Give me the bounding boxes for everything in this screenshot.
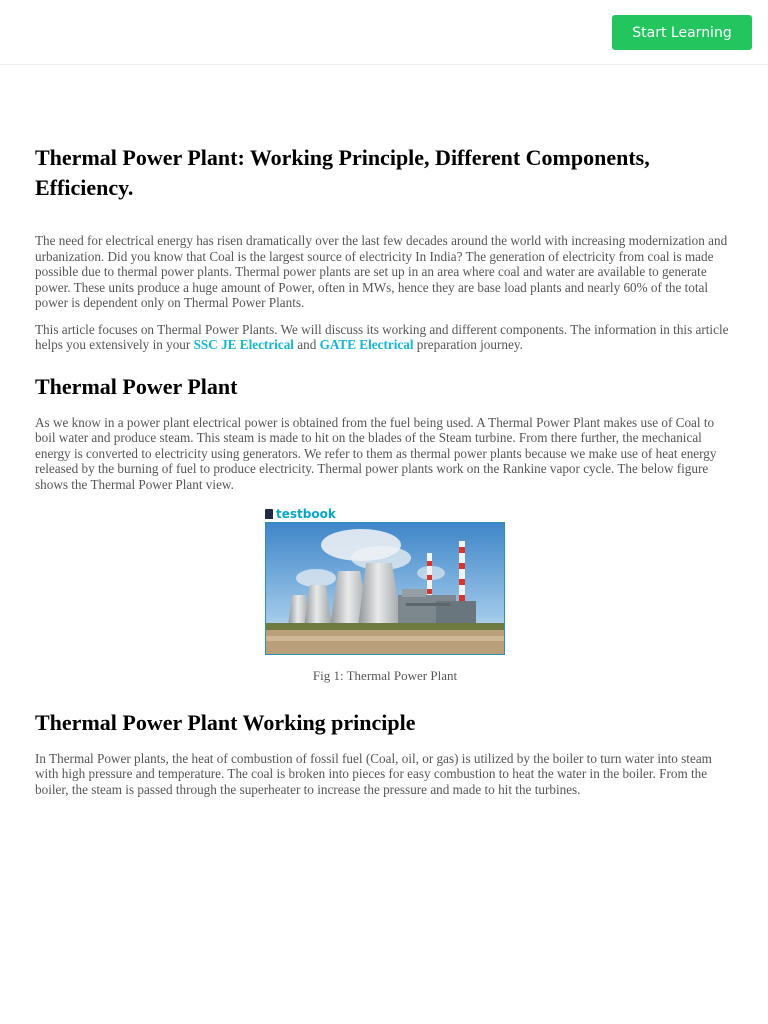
figure-caption: Fig 1: Thermal Power Plant — [312, 668, 458, 683]
focus-paragraph — [35, 322, 735, 353]
ssc-je-electrical-link[interactable]: SSC JE Electrical — [193, 337, 294, 352]
article — [35, 143, 735, 797]
testbook-logo-icon — [265, 509, 273, 519]
thermal-power-plant-image — [265, 522, 505, 655]
section-heading-working-principle: Thermal Power Plant Working principle — [35, 709, 416, 735]
top-bar — [0, 0, 768, 65]
section2-paragraph: In Thermal Power plants, the heat of combustion of fossil fuel (Coal, oil, or gas) is utilized by the boiler to turn water into steam with high pressure and temperature. The coal is broken into pieces for easy combustion to heat the water in the boiler. From the boiler, the steam is passed through the superheater to increase the pressure and made to hit the turbines. — [35, 750, 712, 797]
gate-electrical-link[interactable]: GATE Electrical — [319, 337, 414, 352]
intro-paragraph: The need for electrical energy has risen dramatically over the last few decades around the world with increasing modernization and urbanization. Did you know that Coal is the largest source of electricity In India? The generation of electricity from coal is made possible due to thermal power plants. Thermal power plants are set up in an area where coal and water are available to generate power. These units produce a huge amount of Power, often in MWs, hence they are base load plants and nearly 60% of the total power is dependent only on Thermal Power Plants. — [35, 233, 728, 310]
focus-text-end: preparation journey. — [413, 337, 523, 352]
start-learning-button[interactable]: Start Learning — [612, 15, 752, 50]
focus-text-start: This article focuses on Thermal Power Plants. We will discuss its working and different components. The information in this article helps you extensively in your — [35, 321, 729, 352]
testbook-logo — [265, 506, 505, 522]
section1-paragraph: As we know in a power plant electrical power is obtained from the fuel being used. A Thermal Power Plant makes use of Coal to boil water and produce steam. This steam is made to hit on the blades of the Steam turbine. From there further, the mechanical energy is converted to electricity using generators. We refer to them as thermal power plants because we make use of heat energy released by the burning of fuel to produce electricity. Thermal power plants work on the Rankine vapor cycle. The below figure shows the Thermal Power Plant view. — [35, 414, 717, 492]
focus-text-and: and — [293, 337, 320, 352]
figure-thermal-power-plant — [265, 506, 505, 655]
article-title: Thermal Power Plant: Working Principle, Different Components, Efficiency. — [35, 145, 650, 200]
section-heading-thermal-power-plant: Thermal Power Plant — [35, 373, 238, 399]
testbook-logo-text: testbook — [276, 507, 336, 521]
